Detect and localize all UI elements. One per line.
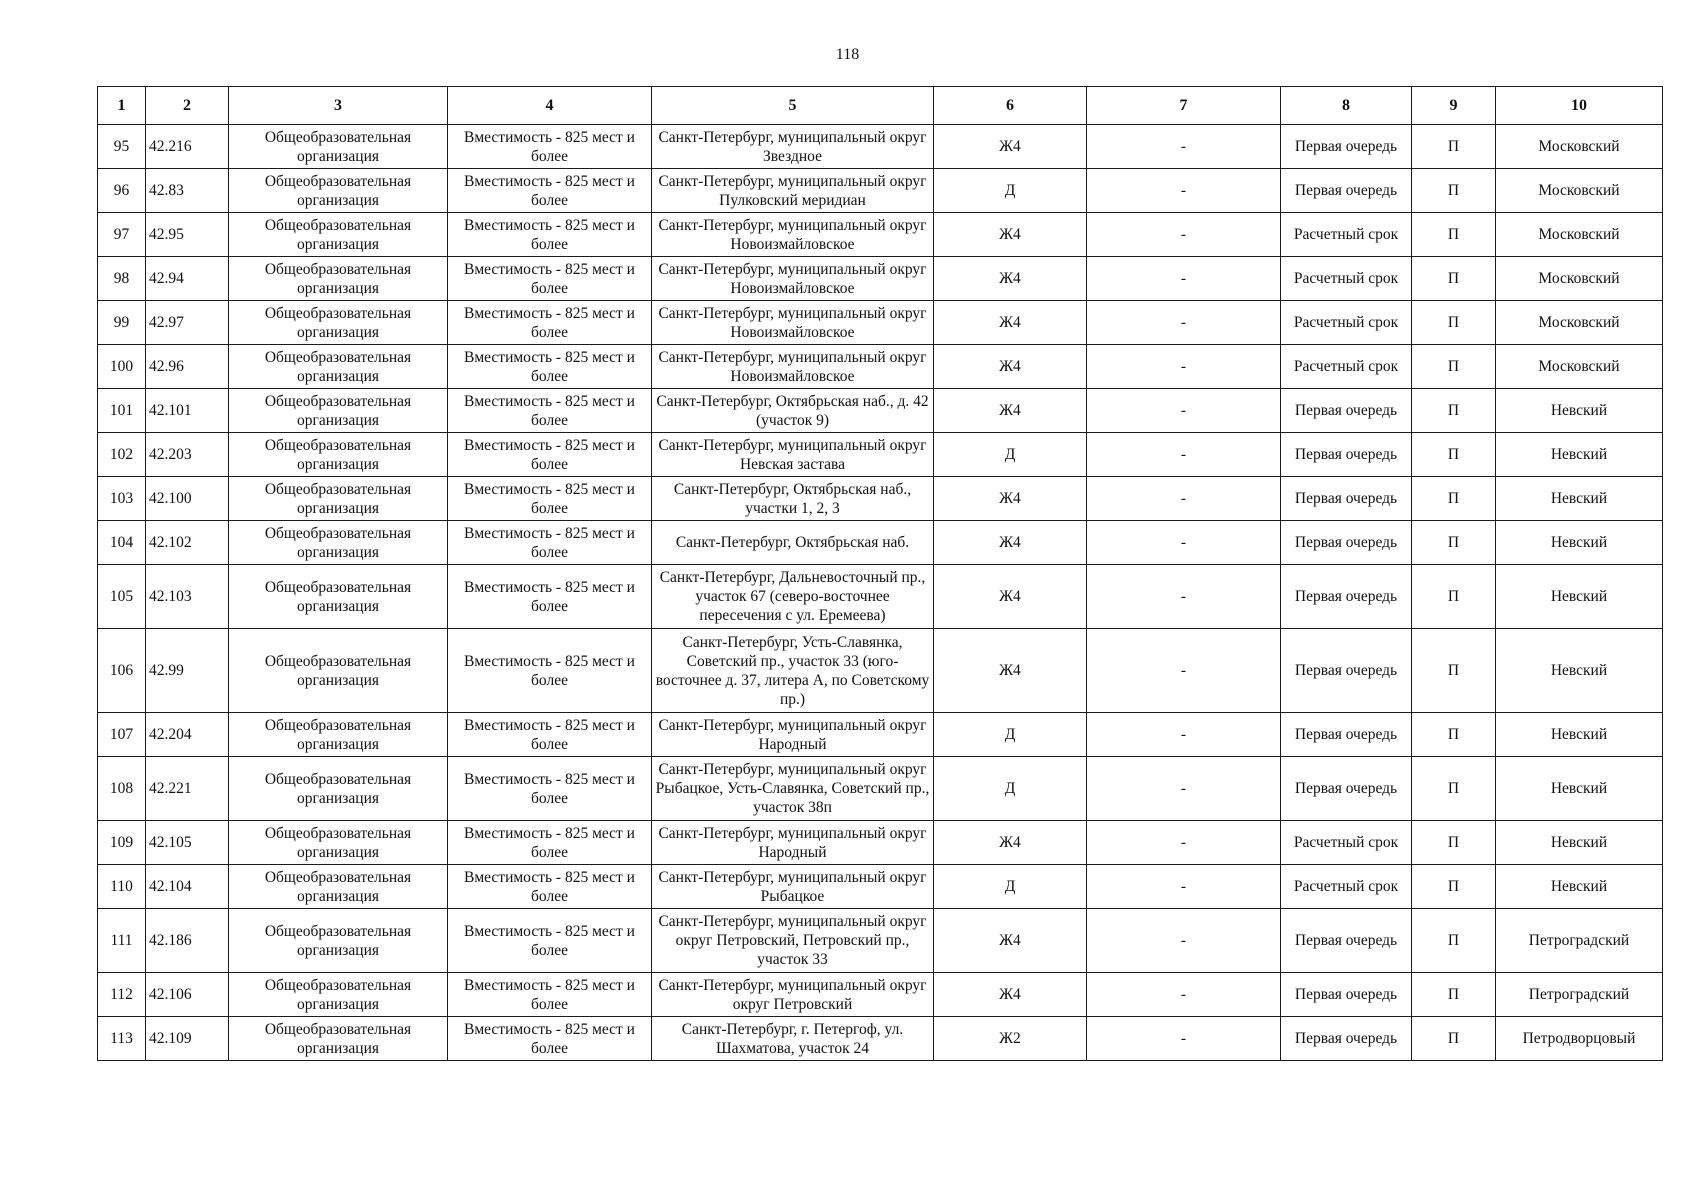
object-code: 42.203 bbox=[146, 433, 229, 477]
stage: Первая очередь bbox=[1281, 477, 1412, 521]
col7-value: - bbox=[1087, 1017, 1281, 1061]
district: Московский bbox=[1496, 301, 1663, 345]
col7-value: - bbox=[1087, 629, 1281, 713]
col9-value: П bbox=[1412, 125, 1496, 169]
table-row bbox=[98, 521, 1663, 565]
zone-code: Ж4 bbox=[934, 345, 1087, 389]
header-cell: 7 bbox=[1087, 87, 1281, 125]
header-cell: 9 bbox=[1412, 87, 1496, 125]
zone-code: Д bbox=[934, 757, 1087, 821]
row-number: 98 bbox=[98, 257, 146, 301]
table-row bbox=[98, 345, 1663, 389]
row-number: 105 bbox=[98, 565, 146, 629]
col7-value: - bbox=[1087, 757, 1281, 821]
col7-value: - bbox=[1087, 821, 1281, 865]
stage: Первая очередь bbox=[1281, 169, 1412, 213]
row-number: 99 bbox=[98, 301, 146, 345]
objects-table bbox=[97, 86, 1663, 1061]
zone-code: Ж4 bbox=[934, 629, 1087, 713]
object-address: Санкт-Петербург, Октябрьская наб. bbox=[652, 521, 934, 565]
object-capacity: Вместимость - 825 мест и более bbox=[448, 973, 652, 1017]
col9-value: П bbox=[1412, 477, 1496, 521]
row-number: 110 bbox=[98, 865, 146, 909]
object-capacity: Вместимость - 825 мест и более bbox=[448, 909, 652, 973]
zone-code: Ж2 bbox=[934, 1017, 1087, 1061]
stage: Расчетный срок bbox=[1281, 865, 1412, 909]
table-row bbox=[98, 629, 1663, 713]
col7-value: - bbox=[1087, 257, 1281, 301]
object-capacity: Вместимость - 825 мест и более bbox=[448, 629, 652, 713]
col7-value: - bbox=[1087, 301, 1281, 345]
col9-value: П bbox=[1412, 521, 1496, 565]
zone-code: Ж4 bbox=[934, 821, 1087, 865]
row-number: 102 bbox=[98, 433, 146, 477]
col7-value: - bbox=[1087, 909, 1281, 973]
object-capacity: Вместимость - 825 мест и более bbox=[448, 213, 652, 257]
row-number: 106 bbox=[98, 629, 146, 713]
stage: Расчетный срок bbox=[1281, 257, 1412, 301]
stage: Первая очередь bbox=[1281, 757, 1412, 821]
object-code: 42.83 bbox=[146, 169, 229, 213]
col9-value: П bbox=[1412, 389, 1496, 433]
object-code: 42.106 bbox=[146, 973, 229, 1017]
col9-value: П bbox=[1412, 821, 1496, 865]
object-code: 42.102 bbox=[146, 521, 229, 565]
object-code: 42.221 bbox=[146, 757, 229, 821]
object-type: Общеобразовательная организация bbox=[229, 125, 448, 169]
stage: Первая очередь bbox=[1281, 909, 1412, 973]
stage: Первая очередь bbox=[1281, 433, 1412, 477]
zone-code: Ж4 bbox=[934, 477, 1087, 521]
object-address: Санкт-Петербург, муниципальный округ Рыбацкое, Усть-Славянка, Советский пр., участок 38п bbox=[652, 757, 934, 821]
table-row bbox=[98, 1017, 1663, 1061]
stage: Первая очередь bbox=[1281, 1017, 1412, 1061]
col7-value: - bbox=[1087, 169, 1281, 213]
object-address: Санкт-Петербург, муниципальный округ Пулковский меридиан bbox=[652, 169, 934, 213]
stage: Первая очередь bbox=[1281, 565, 1412, 629]
col7-value: - bbox=[1087, 345, 1281, 389]
object-capacity: Вместимость - 825 мест и более bbox=[448, 389, 652, 433]
col7-value: - bbox=[1087, 865, 1281, 909]
district: Невский bbox=[1496, 565, 1663, 629]
header-cell: 2 bbox=[146, 87, 229, 125]
col7-value: - bbox=[1087, 433, 1281, 477]
table-row bbox=[98, 865, 1663, 909]
table-row bbox=[98, 301, 1663, 345]
object-code: 42.100 bbox=[146, 477, 229, 521]
row-number: 112 bbox=[98, 973, 146, 1017]
row-number: 108 bbox=[98, 757, 146, 821]
header-cell: 4 bbox=[448, 87, 652, 125]
object-type: Общеобразовательная организация bbox=[229, 213, 448, 257]
col9-value: П bbox=[1412, 257, 1496, 301]
zone-code: Ж4 bbox=[934, 213, 1087, 257]
object-code: 42.204 bbox=[146, 713, 229, 757]
header-cell: 3 bbox=[229, 87, 448, 125]
col7-value: - bbox=[1087, 521, 1281, 565]
object-type: Общеобразовательная организация bbox=[229, 521, 448, 565]
object-capacity: Вместимость - 825 мест и более bbox=[448, 433, 652, 477]
header-cell: 1 bbox=[98, 87, 146, 125]
row-number: 95 bbox=[98, 125, 146, 169]
object-capacity: Вместимость - 825 мест и более bbox=[448, 301, 652, 345]
table-row bbox=[98, 125, 1663, 169]
object-type: Общеобразовательная организация bbox=[229, 821, 448, 865]
object-type: Общеобразовательная организация bbox=[229, 301, 448, 345]
stage: Расчетный срок bbox=[1281, 213, 1412, 257]
object-capacity: Вместимость - 825 мест и более bbox=[448, 125, 652, 169]
stage: Расчетный срок bbox=[1281, 345, 1412, 389]
zone-code: Д bbox=[934, 713, 1087, 757]
district: Московский bbox=[1496, 213, 1663, 257]
header-cell: 6 bbox=[934, 87, 1087, 125]
table-row bbox=[98, 213, 1663, 257]
col7-value: - bbox=[1087, 565, 1281, 629]
object-address: Санкт-Петербург, муниципальный округ Народный bbox=[652, 821, 934, 865]
district: Петроградский bbox=[1496, 973, 1663, 1017]
row-number: 104 bbox=[98, 521, 146, 565]
col9-value: П bbox=[1412, 629, 1496, 713]
object-address: Санкт-Петербург, муниципальный округ округ Петровский, Петровский пр., участок 33 bbox=[652, 909, 934, 973]
object-type: Общеобразовательная организация bbox=[229, 257, 448, 301]
object-capacity: Вместимость - 825 мест и более bbox=[448, 477, 652, 521]
row-number: 97 bbox=[98, 213, 146, 257]
zone-code: Д bbox=[934, 433, 1087, 477]
header-cell: 5 bbox=[652, 87, 934, 125]
object-address: Санкт-Петербург, муниципальный округ Новоизмайловское bbox=[652, 257, 934, 301]
object-address: Санкт-Петербург, муниципальный округ Новоизмайловское bbox=[652, 345, 934, 389]
col9-value: П bbox=[1412, 433, 1496, 477]
table-row bbox=[98, 565, 1663, 629]
zone-code: Ж4 bbox=[934, 301, 1087, 345]
object-code: 42.104 bbox=[146, 865, 229, 909]
object-address: Санкт-Петербург, муниципальный округ Звездное bbox=[652, 125, 934, 169]
object-address: Санкт-Петербург, муниципальный округ Новоизмайловское bbox=[652, 213, 934, 257]
row-number: 111 bbox=[98, 909, 146, 973]
object-address: Санкт-Петербург, муниципальный округ Новоизмайловское bbox=[652, 301, 934, 345]
object-capacity: Вместимость - 825 мест и более bbox=[448, 565, 652, 629]
row-number: 103 bbox=[98, 477, 146, 521]
object-type: Общеобразовательная организация bbox=[229, 169, 448, 213]
zone-code: Ж4 bbox=[934, 125, 1087, 169]
row-number: 113 bbox=[98, 1017, 146, 1061]
object-capacity: Вместимость - 825 мест и более bbox=[448, 521, 652, 565]
district: Московский bbox=[1496, 125, 1663, 169]
zone-code: Ж4 bbox=[934, 257, 1087, 301]
zone-code: Ж4 bbox=[934, 973, 1087, 1017]
district: Петроградский bbox=[1496, 909, 1663, 973]
col9-value: П bbox=[1412, 713, 1496, 757]
object-code: 42.101 bbox=[146, 389, 229, 433]
object-address: Санкт-Петербург, Дальневосточный пр., участок 67 (северо-восточнее пересечения с ул. Еремеева) bbox=[652, 565, 934, 629]
object-type: Общеобразовательная организация bbox=[229, 713, 448, 757]
district: Невский bbox=[1496, 433, 1663, 477]
col9-value: П bbox=[1412, 345, 1496, 389]
object-capacity: Вместимость - 825 мест и более bbox=[448, 713, 652, 757]
object-capacity: Вместимость - 825 мест и более bbox=[448, 757, 652, 821]
object-address: Санкт-Петербург, г. Петергоф, ул. Шахматова, участок 24 bbox=[652, 1017, 934, 1061]
object-code: 42.99 bbox=[146, 629, 229, 713]
table-row bbox=[98, 973, 1663, 1017]
table-row bbox=[98, 389, 1663, 433]
row-number: 107 bbox=[98, 713, 146, 757]
stage: Первая очередь bbox=[1281, 713, 1412, 757]
col9-value: П bbox=[1412, 301, 1496, 345]
header-cell: 8 bbox=[1281, 87, 1412, 125]
zone-code: Ж4 bbox=[934, 521, 1087, 565]
object-code: 42.96 bbox=[146, 345, 229, 389]
table-header-row bbox=[98, 87, 1663, 125]
object-type: Общеобразовательная организация bbox=[229, 433, 448, 477]
object-type: Общеобразовательная организация bbox=[229, 973, 448, 1017]
district: Московский bbox=[1496, 169, 1663, 213]
table-row bbox=[98, 257, 1663, 301]
stage: Первая очередь bbox=[1281, 389, 1412, 433]
stage: Первая очередь bbox=[1281, 973, 1412, 1017]
object-capacity: Вместимость - 825 мест и более bbox=[448, 257, 652, 301]
district: Невский bbox=[1496, 521, 1663, 565]
object-type: Общеобразовательная организация bbox=[229, 629, 448, 713]
zone-code: Д bbox=[934, 169, 1087, 213]
table-row bbox=[98, 477, 1663, 521]
object-code: 42.97 bbox=[146, 301, 229, 345]
stage: Первая очередь bbox=[1281, 125, 1412, 169]
table-row bbox=[98, 433, 1663, 477]
district: Невский bbox=[1496, 713, 1663, 757]
table-row bbox=[98, 821, 1663, 865]
col9-value: П bbox=[1412, 973, 1496, 1017]
object-capacity: Вместимость - 825 мест и более bbox=[448, 865, 652, 909]
col7-value: - bbox=[1087, 713, 1281, 757]
stage: Первая очередь bbox=[1281, 629, 1412, 713]
object-capacity: Вместимость - 825 мест и более bbox=[448, 345, 652, 389]
object-address: Санкт-Петербург, муниципальный округ Рыбацкое bbox=[652, 865, 934, 909]
col9-value: П bbox=[1412, 865, 1496, 909]
object-capacity: Вместимость - 825 мест и более bbox=[448, 1017, 652, 1061]
zone-code: Ж4 bbox=[934, 389, 1087, 433]
col9-value: П bbox=[1412, 909, 1496, 973]
object-address: Санкт-Петербург, муниципальный округ округ Петровский bbox=[652, 973, 934, 1017]
zone-code: Д bbox=[934, 865, 1087, 909]
col7-value: - bbox=[1087, 389, 1281, 433]
stage: Расчетный срок bbox=[1281, 821, 1412, 865]
object-code: 42.109 bbox=[146, 1017, 229, 1061]
stage: Расчетный срок bbox=[1281, 301, 1412, 345]
object-address: Санкт-Петербург, муниципальный округ Невская застава bbox=[652, 433, 934, 477]
row-number: 109 bbox=[98, 821, 146, 865]
col7-value: - bbox=[1087, 125, 1281, 169]
header-cell: 10 bbox=[1496, 87, 1663, 125]
object-type: Общеобразовательная организация bbox=[229, 757, 448, 821]
row-number: 101 bbox=[98, 389, 146, 433]
object-capacity: Вместимость - 825 мест и более bbox=[448, 821, 652, 865]
zone-code: Ж4 bbox=[934, 909, 1087, 973]
col9-value: П bbox=[1412, 1017, 1496, 1061]
district: Невский bbox=[1496, 821, 1663, 865]
col7-value: - bbox=[1087, 213, 1281, 257]
district: Московский bbox=[1496, 257, 1663, 301]
object-type: Общеобразовательная организация bbox=[229, 865, 448, 909]
col9-value: П bbox=[1412, 565, 1496, 629]
col9-value: П bbox=[1412, 213, 1496, 257]
zone-code: Ж4 bbox=[934, 565, 1087, 629]
table-row bbox=[98, 909, 1663, 973]
district: Московский bbox=[1496, 345, 1663, 389]
object-address: Санкт-Петербург, муниципальный округ Народный bbox=[652, 713, 934, 757]
object-code: 42.95 bbox=[146, 213, 229, 257]
object-code: 42.105 bbox=[146, 821, 229, 865]
col7-value: - bbox=[1087, 973, 1281, 1017]
page-number: 118 bbox=[835, 46, 860, 63]
col9-value: П bbox=[1412, 169, 1496, 213]
object-code: 42.216 bbox=[146, 125, 229, 169]
object-type: Общеобразовательная организация bbox=[229, 345, 448, 389]
object-code: 42.103 bbox=[146, 565, 229, 629]
district: Невский bbox=[1496, 389, 1663, 433]
object-address: Санкт-Петербург, Усть-Славянка, Советский пр., участок 33 (юго-восточнее д. 37, литера А, по Советскому пр.) bbox=[652, 629, 934, 713]
table-row bbox=[98, 713, 1663, 757]
object-type: Общеобразовательная организация bbox=[229, 565, 448, 629]
object-address: Санкт-Петербург, Октябрьская наб., участки 1, 2, 3 bbox=[652, 477, 934, 521]
district: Невский bbox=[1496, 477, 1663, 521]
col7-value: - bbox=[1087, 477, 1281, 521]
district: Невский bbox=[1496, 629, 1663, 713]
object-capacity: Вместимость - 825 мест и более bbox=[448, 169, 652, 213]
district: Невский bbox=[1496, 757, 1663, 821]
object-address: Санкт-Петербург, Октябрьская наб., д. 42 (участок 9) bbox=[652, 389, 934, 433]
object-type: Общеобразовательная организация bbox=[229, 909, 448, 973]
object-code: 42.186 bbox=[146, 909, 229, 973]
table-row bbox=[98, 757, 1663, 821]
object-type: Общеобразовательная организация bbox=[229, 477, 448, 521]
object-type: Общеобразовательная организация bbox=[229, 389, 448, 433]
object-type: Общеобразовательная организация bbox=[229, 1017, 448, 1061]
district: Невский bbox=[1496, 865, 1663, 909]
col9-value: П bbox=[1412, 757, 1496, 821]
table-row bbox=[98, 169, 1663, 213]
object-code: 42.94 bbox=[146, 257, 229, 301]
district: Петродворцовый bbox=[1496, 1017, 1663, 1061]
row-number: 100 bbox=[98, 345, 146, 389]
row-number: 96 bbox=[98, 169, 146, 213]
stage: Первая очередь bbox=[1281, 521, 1412, 565]
